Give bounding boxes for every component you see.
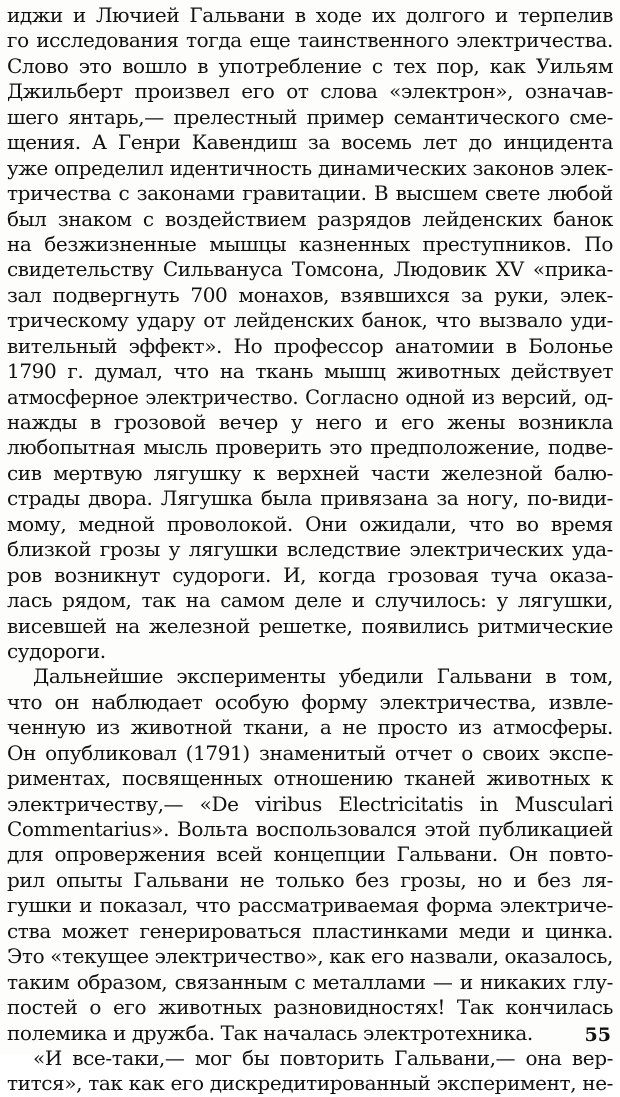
text-line: что он наблюдает особую форму электричества, извле- [7, 689, 613, 714]
text-line: был знаком с воздействием разрядов лейденских банок [7, 206, 613, 231]
text-line: любопытная мысль проверить это предположение, подве- [7, 435, 613, 460]
text-line: шего янтарь,— прелестный пример семантического сме- [7, 104, 613, 129]
text-line: рил опыты Гальвани не только без грозы, но и без ля- [7, 867, 613, 892]
page-number: 55 [584, 1024, 611, 1046]
text-line: гушки и показал, что рассматриваемая форма электриче- [7, 893, 613, 918]
body-text [7, 3, 613, 1097]
text-line: тится», так как его дискредитированный эксперимент, не- [7, 1071, 613, 1096]
text-line: Джильберт произвел его от слова «электрон», означав- [7, 79, 613, 104]
text-line: 1790 г. думал, что на ткань мышц животных действует [7, 359, 613, 384]
paragraph-start-line: Дальнейшие эксперименты убедили Гальвани в том, [33, 664, 613, 689]
text-line: ров возникнут судороги. И, когда грозовая туча оказа- [7, 562, 613, 587]
text-line: тричества с законами гравитации. В высшем свете любой [7, 181, 613, 206]
text-line: электричеству,— «De viribus Electricitatis in Musculari [7, 791, 613, 816]
text-line: таким образом, связанным с металлами — и никаких глу- [7, 969, 613, 994]
text-line: близкой грозы у лягушки вследствие электрических уда- [7, 537, 613, 562]
text-line: лась рядом, так на самом деле и случилось: у лягушки, [7, 588, 613, 613]
text-line: ства может генерироваться пластинками меди и цинка. [7, 918, 613, 943]
text-line: ченную из животной ткани, а не просто из атмосферы. [7, 715, 613, 740]
text-line: щения. А Генри Кавендиш за восемь лет до инцидента [7, 130, 613, 155]
paragraph-end-line: полемика и дружба. Так началась электротехника. [7, 1020, 533, 1045]
text-line: на безжизненные мышцы казненных преступников. По [7, 231, 613, 256]
text-line: уже определил идентичность динамических законов элек- [7, 155, 613, 180]
paragraph-start-line: «И все-таки,— мог бы повторить Гальвани,— она вер- [33, 1045, 613, 1070]
text-line: Он опубликовал (1791) знаменитый отчет о своих экспе- [7, 740, 613, 765]
text-line: риментах, посвященных отношению тканей животных к [7, 766, 613, 791]
text-line: висевшей на железной решетке, появились ритмические [7, 613, 613, 638]
text-line: Это «текущее электричество», как его назвали, оказалось, [7, 944, 613, 969]
paragraph-end-line: судороги. [7, 638, 106, 663]
text-line: для опровержения всей концепции Гальвани. Он повто- [7, 842, 613, 867]
text-line: иджи и Лючией Гальвани в ходе их долгого и терпелив [7, 3, 613, 27]
text-line: Слово это вошло в употребление с тех пор, как Уильям [7, 53, 613, 78]
text-line: сив мертвую лягушку к верхней части железной балю- [7, 460, 613, 485]
text-line: атмосферное электричество. Согласно одной из версий, од- [7, 385, 613, 409]
text-line: го исследования тогда еще таинственного электричества. [7, 28, 613, 53]
text-line: трическому удару от лейденских банок, что вызвало уди- [7, 308, 613, 333]
text-line: нажды в грозовой вечер у него и его жены возникла [7, 410, 613, 434]
text-line: вительный эффект». Но профессор анатомии в Болонье [7, 333, 613, 358]
text-line: постей о его животных разновидностях! Так кончилась [7, 995, 613, 1020]
text-line: свидетельству Сильвануса Томсона, Людовик XV «прика- [7, 257, 613, 282]
text-line: страды двора. Лягушка была привязана за ногу, по-види- [7, 486, 613, 511]
text-line: зал подвергнуть 700 монахов, взявшихся за руки, элек- [7, 282, 613, 307]
text-line: мому, медной проволокой. Они ожидали, что во время [7, 511, 613, 536]
text-line: Commentarius». Вольта воспользовался этой публикацией [7, 817, 613, 841]
